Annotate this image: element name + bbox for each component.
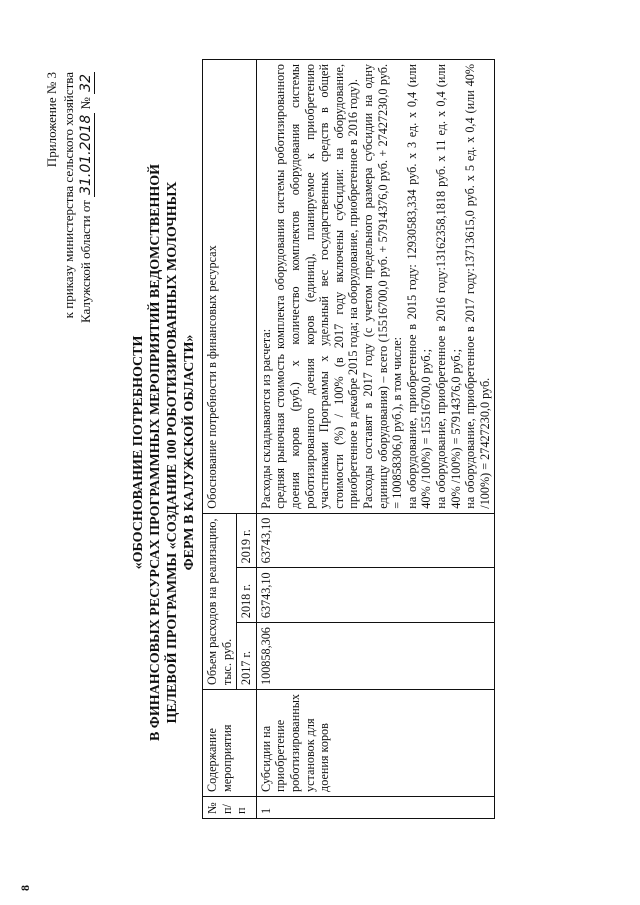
header-year-2019: 2019 г. <box>237 513 257 568</box>
basis-paragraph-2: средняя рыночная стоимость комплекта оборудования системы роботизированного доения коров (руб.) х количество комплектов оборудования системы роботизированного доения коров (единиц), планируемое к приобретению участниками Программы х удельный вес государственных средств в общей стоимости (%) / 100% (в 2017 году включены субсидии: на оборудование, приобретенное в декабре 2015 года; на оборудование, приобретенное в 2016 году). <box>273 64 361 509</box>
appendix-line-2: к приказу министерства сельского хозяйства <box>61 72 76 319</box>
appendix-line-3-prefix: Калужской области от <box>78 200 93 323</box>
page-number: 8 <box>18 885 32 891</box>
appendix-line-3 <box>77 72 95 323</box>
row-content: Субсидии на приобретение роботизированных установок для доения коров <box>256 689 495 796</box>
basis-paragraph-4: на оборудование, приобретенное в 2015 году: 12930583,334 руб. х 3 ед. х 0,4 (или 40% /100%) = 15516700,0 руб.; <box>404 64 434 509</box>
table-row <box>256 60 495 819</box>
basis-paragraph-3: Расходы составят в 2017 году (с учетом предельного размера субсидии на одну единицу оборудования) – всего (15516700,0 руб. + 57914376,0 руб. + 27427230,0 руб. = 100858306,0 руб.), в том числе: <box>360 64 405 509</box>
header-no: № п/п <box>203 797 257 819</box>
title-line-4: ФЕРМ В КАЛУЖСКОЙ ОБЛАСТИ» <box>182 334 197 571</box>
row-value-2019: 63743,10 <box>256 513 495 568</box>
appendix-line-1: Приложение № 3 <box>44 72 59 168</box>
basis-paragraph-6: на оборудование, приобретенное в 2017 году:13713615,0 руб. х 5 ед. х 0,4 (или 40% /100%) = 27427230,0 руб. <box>463 64 492 509</box>
order-number: 32 <box>78 74 94 92</box>
row-value-2018: 63743,10 <box>256 568 495 623</box>
basis-paragraph-1: Расходы складываются из расчета: <box>258 328 273 509</box>
title-line-3: ЦЕЛЕВОЙ ПРОГРАММЫ «СОЗДАНИЕ 100 РОБОТИЗИРОВАННЫХ МОЛОЧНЫХ <box>165 181 180 724</box>
title-line-1: «ОБОСНОВАНИЕ ПОТРЕБНОСТИ <box>131 335 146 570</box>
order-date: 31.01.2018 <box>78 114 94 195</box>
header-content: Содержание мероприятия <box>203 689 257 796</box>
header-year-2017: 2017 г. <box>237 623 257 690</box>
appendix-header <box>43 72 95 323</box>
row-no: 1 <box>256 797 495 819</box>
header-basis: Обоснование потребности в финансовых ресурсах <box>203 60 257 514</box>
financial-table <box>202 59 495 819</box>
basis-paragraph-5: на оборудование, приобретенное в 2016 году:13162358,1818 руб. х 11 ед. х 0,4 (или 40% /100%) = 57914376,0 руб.; <box>433 64 463 509</box>
document-title <box>130 0 198 905</box>
header-year-2018: 2018 г. <box>237 568 257 623</box>
table-header-row <box>203 60 237 819</box>
header-volume: Объем расходов на реализацию, тыс. руб. <box>203 513 237 689</box>
row-basis <box>256 60 495 514</box>
row-value-2017: 100858,306 <box>256 623 495 690</box>
title-line-2: В ФИНАНСОВЫХ РЕСУРСАХ ПРОГРАММНЫХ МЕРОПРИЯТИЙ ВЕДОМСТВЕННОЙ <box>148 163 163 742</box>
order-number-prefix: № <box>78 97 93 110</box>
